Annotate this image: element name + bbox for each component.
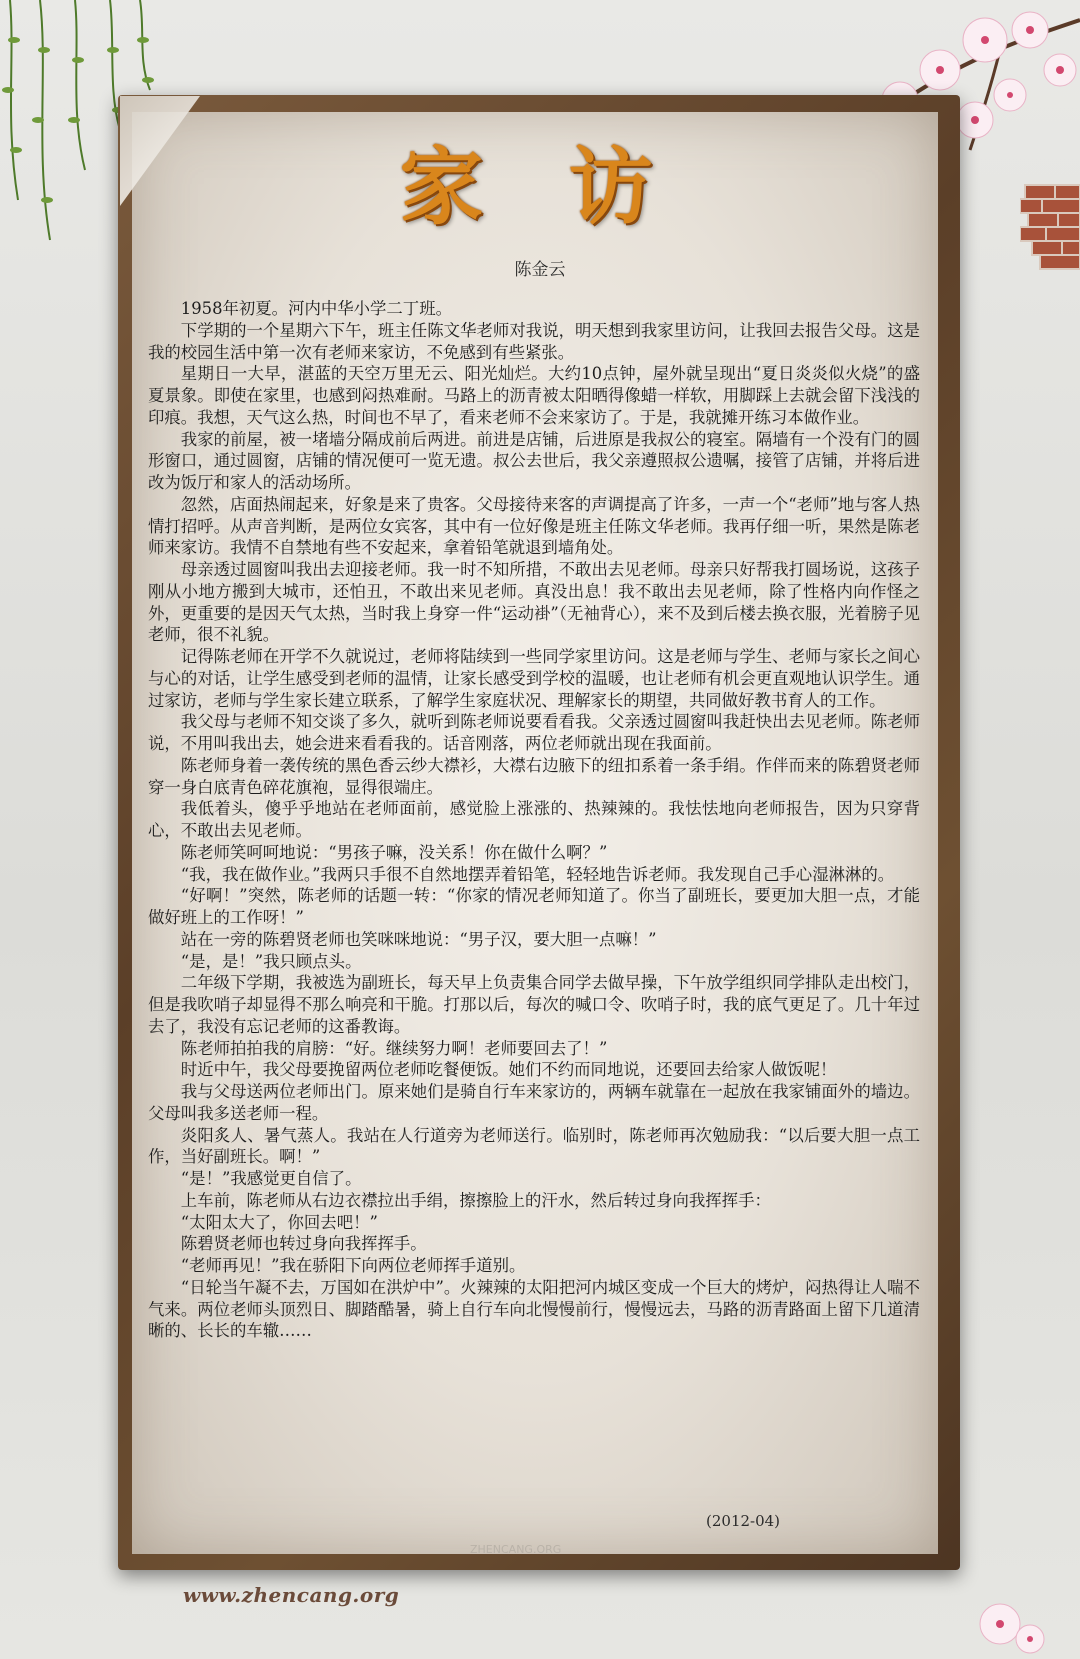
article-paragraph: 我家的前屋，被一堵墙分隔成前后两进。前进是店铺，后进原是我叔公的寝室。隔墙有一个没有门的圆形窗口，通过圆窗，店铺的情况便可一览无遗。叔公去世后，我父亲遵照叔公遗嘱，接管了店铺，并将后进改为饭厅和家人的活动场所。: [148, 429, 920, 492]
cherry-blossom-bottom-decoration: [960, 1579, 1050, 1659]
article-author: 陈金云: [514, 260, 566, 280]
article-paragraph: 我父母与老师不知交谈了多久，就听到陈老师说要看看我。父亲透过圆窗叫我赶快出去见老师。陈老师说，不用叫我出去，她会进来看看我的。话音刚落，两位老师就出现在我面前。: [148, 712, 920, 753]
article-paragraph: 陈碧贤老师也转过身向我挥挥手。: [180, 1234, 427, 1254]
article-paragraph: 忽然，店面热闹起来，好象是来了贵客。父母接待来客的声调提高了许多，一声一个“老师”地与客人热情打招呼。从声音判断，是两位女宾客，其中有一位好像是班主任陈文华老师。我再仔细一听，果然是陈老师来家访。我情不自禁地有些不安起来，拿着铅笔就退到墙角处。: [148, 494, 920, 558]
article-paragraph: “我，我在做作业。”我两只手很不自然地摆弄着铅笔，轻轻地告诉老师。我发现自己手心湿淋淋的。: [180, 864, 895, 884]
article-paragraph: 陈老师身着一袭传统的黑色香云纱大襟衫，大襟右边腋下的纽扣系着一条手绢。作伴而来的陈碧贤老师穿一身白底青色碎花旗袍，显得很端庄。: [148, 755, 920, 797]
article-paragraph: “太阳太大了，你回去吧！”: [180, 1212, 378, 1232]
watermark-text: ZHENCANG.ORG: [470, 1543, 562, 1556]
article-paragraph: 1958年初夏。河内中华小学二丁班。: [180, 299, 452, 318]
article-paragraph: “好啊！”突然，陈老师的话题一转：“你家的情况老师知道了。你当了副班长，要更加大胆一点，才能做好班上的工作呀！”: [148, 886, 920, 927]
article-date: (2012-04): [706, 1512, 781, 1530]
article-paragraph: 下学期的一个星期六下午，班主任陈文华老师对我说，明天想到我家里访问，让我回去报告父母。这是我的校园生活中第一次有老师来家访，不免感到有些紧张。: [148, 320, 920, 362]
article-paragraph: “是，是！”我只顾点头。: [180, 951, 362, 971]
article-body: [148, 298, 920, 1342]
article-paragraph: 星期日一大早，湛蓝的天空万里无云、阳光灿烂。大约10点钟，屋外就呈现出“夏日炎炎似火烧”的盛夏景象。即使在家里，也感到闷热难耐。马路上的沥青被太阳晒得像蜡一样软，用脚踩上去就会留下浅浅的印痕。我想，天气这么热，时间也不早了，看来老师不会来家访了。于是，我就摊开练习本做作业。: [148, 364, 920, 427]
article-paragraph: 母亲透过圆窗叫我出去迎接老师。我一时不知所措，不敢出去见老师。母亲只好帮我打圆场说，这孩子刚从小地方搬到大城市，还怕丑，不敢出来见老师。真没出息！我不敢出去见老师，除了性格内向作怪之外，更重要的是因天气太热，当时我上身穿一件“运动褂”（无袖背心），来不及到后楼去换衣服，光着膀子见老师，很不礼貌。: [148, 560, 920, 645]
article-paragraph: 二年级下学期，我被选为副班长，每天早上负责集合同学去做早操，下午放学组织同学排队走出校门，但是我吹哨子却显得不那么响亮和干脆。打那以后，每次的喊口令、吹哨子时，我的底气更足了。几十年过去了，我没有忘记老师的这番教诲。: [148, 973, 920, 1036]
article-paragraph: 记得陈老师在开学不久就说过，老师将陆续到一些同学家里访问。这是老师与学生、老师与家长之间心与心的对话，让学生感受到老师的温情，让家长感受到学校的温暖，也让老师有机会更直观地认识学生。通过家访，老师与学生家长建立联系，了解学生家庭状况、理解家长的期望，共同做好教书育人的工作。: [148, 647, 920, 710]
article-paragraph: 陈老师笑呵呵地说：“男孩子嘛，没关系！你在做什么啊？”: [180, 842, 608, 862]
site-url-signature: www.zhencang.org: [183, 1583, 400, 1607]
article-title: 家 访: [399, 137, 681, 236]
article-paragraph: 陈老师拍拍我的肩膀：“好。继续努力啊！老师要回去了！”: [180, 1038, 608, 1058]
article-paragraph: “是！”我感觉更自信了。: [180, 1169, 362, 1188]
article-paragraph: “日轮当午凝不去，万国如在洪炉中”。火辣辣的太阳把河内城区变成一个巨大的烤炉，闷热得让人喘不气来。两位老师头顶烈日、脚踏酷暑，骑上自行车向北慢慢前行，慢慢远去，马路的沥青路面上留下几道清晰的、长长的车辙……: [148, 1277, 920, 1341]
article-paragraph: “老师再见！”我在骄阳下向两位老师挥手道别。: [180, 1256, 526, 1275]
article-paragraph: 时近中午，我父母要挽留两位老师吃餐便饭。她们不约而同地说，还要回去给家人做饭呢！: [180, 1060, 837, 1080]
article-paragraph: 我与父母送两位老师出门。原来她们是骑自行车来家访的，两辆车就靠在一起放在我家铺面外的墙边。父母叫我多送老师一程。: [148, 1082, 920, 1123]
article-paragraph: 炎阳炙人、暑气蒸人。我站在人行道旁为老师送行。临别时，陈老师再次勉励我：“以后要大胆一点工作，当好副班长。啊！”: [148, 1125, 920, 1167]
article-paragraph: 站在一旁的陈碧贤老师也笑咪咪地说：“男子汉，要大胆一点嘛！”: [180, 929, 657, 949]
article-paragraph: 我低着头，傻乎乎地站在老师面前，感觉脸上涨涨的、热辣辣的。我怯怯地向老师报告，因为只穿背心，不敢出去见老师。: [148, 799, 920, 840]
article-paragraph: 上车前，陈老师从右边衣襟拉出手绢，擦擦脸上的汗水，然后转过身向我挥挥手：: [180, 1190, 771, 1210]
